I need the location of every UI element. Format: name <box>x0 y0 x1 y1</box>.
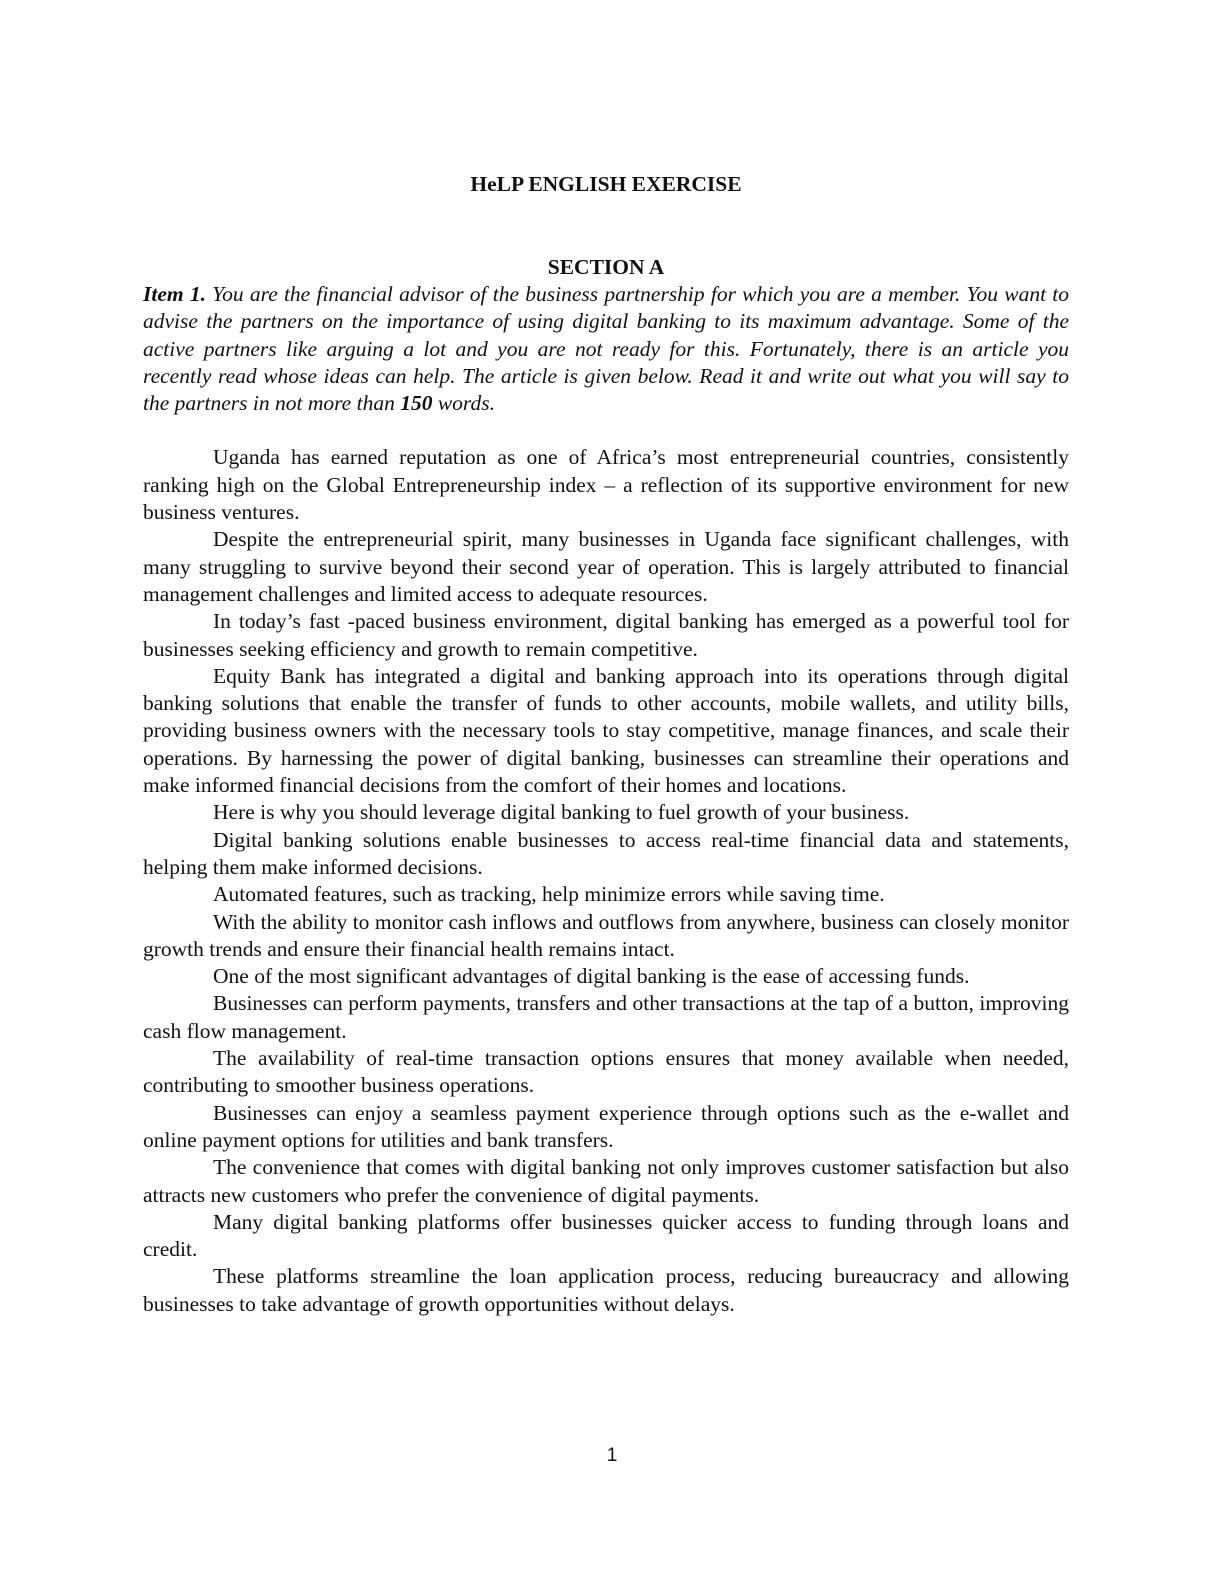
article-paragraph: Businesses can perform payments, transfers and other transactions at the tap of a button, improving cash flow management. <box>143 991 1069 1043</box>
article-paragraph: These platforms streamline the loan application process, reducing bureaucracy and allowing businesses to take advantage of growth opportunities without delays. <box>143 1264 1069 1316</box>
article-paragraph: Despite the entrepreneurial spirit, many businesses in Uganda face significant challenges, with many struggling to survive beyond their second year of operation. This is largely attributed to financial management challenges and limited access to adequate resources. <box>143 527 1069 606</box>
instructions-text-end: words. <box>432 391 495 416</box>
article-paragraph: Businesses can enjoy a seamless payment experience through options such as the e-wallet and online payment options for utilities and bank transfers. <box>143 1100 1069 1152</box>
article-paragraph: Here is why you should leverage digital banking to fuel growth of your business. <box>213 800 910 825</box>
article-paragraph: One of the most significant advantages of digital banking is the ease of accessing funds. <box>213 964 970 989</box>
article-paragraph: Digital banking solutions enable businesses to access real-time financial data and statements, helping them make informed decisions. <box>143 827 1069 879</box>
section-heading: SECTION A <box>547 255 665 279</box>
article-paragraph: The convenience that comes with digital banking not only improves customer satisfaction but also attracts new customers who prefer the convenience of digital payments. <box>143 1155 1069 1207</box>
article-paragraph: Equity Bank has integrated a digital and banking approach into its operations through digital banking solutions that enable the transfer of funds to other accounts, mobile wallets, and utility bills, providing business owners with the necessary tools to stay competitive, manage finances, and scale their operations. By harnessing the power of digital banking, businesses can streamline their operations and make informed financial decisions from the comfort of their homes and locations. <box>143 663 1069 798</box>
article-body <box>143 444 1069 1318</box>
item-instructions <box>143 281 1069 417</box>
article-paragraph: The availability of real-time transaction options ensures that money available when needed, contributing to smoother business operations. <box>143 1046 1069 1098</box>
document-title: HeLP ENGLISH EXERCISE <box>470 172 742 196</box>
item-label: Item 1. <box>143 282 206 306</box>
word-count: 150 <box>400 391 433 416</box>
article-paragraph: Automated features, such as tracking, help minimize errors while saving time. <box>213 882 885 907</box>
article-paragraph: Many digital banking platforms offer businesses quicker access to funding through loans and credit. <box>143 1209 1069 1262</box>
article-paragraph: In today’s fast -paced business environment, digital banking has emerged as a powerful tool for businesses seeking efficiency and growth to remain competitive. <box>143 609 1069 661</box>
instructions-text: You are the financial advisor of the business partnership for which you are a member. You want to advise the partners on the importance of using digital banking to its maximum advantage. Some of the active partners like arguing a lot and you are not ready for this. Fortunately, there is an article you recently read whose ideas can help. The article is given below. Read it and write out what you will say to the partners in not more than <box>143 282 1069 416</box>
article-paragraph: Uganda has earned reputation as one of Africa’s most entrepreneurial countries, consistently ranking high on the Global Entrepreneurship index – a reflection of its supportive environment for new business ventures. <box>143 445 1069 525</box>
document-page <box>143 170 1069 1318</box>
page-number: 1 <box>606 1445 618 1466</box>
article-paragraph: With the ability to monitor cash inflows and outflows from anywhere, business can closely monitor growth trends and ensure their financial health remains intact. <box>143 909 1069 961</box>
